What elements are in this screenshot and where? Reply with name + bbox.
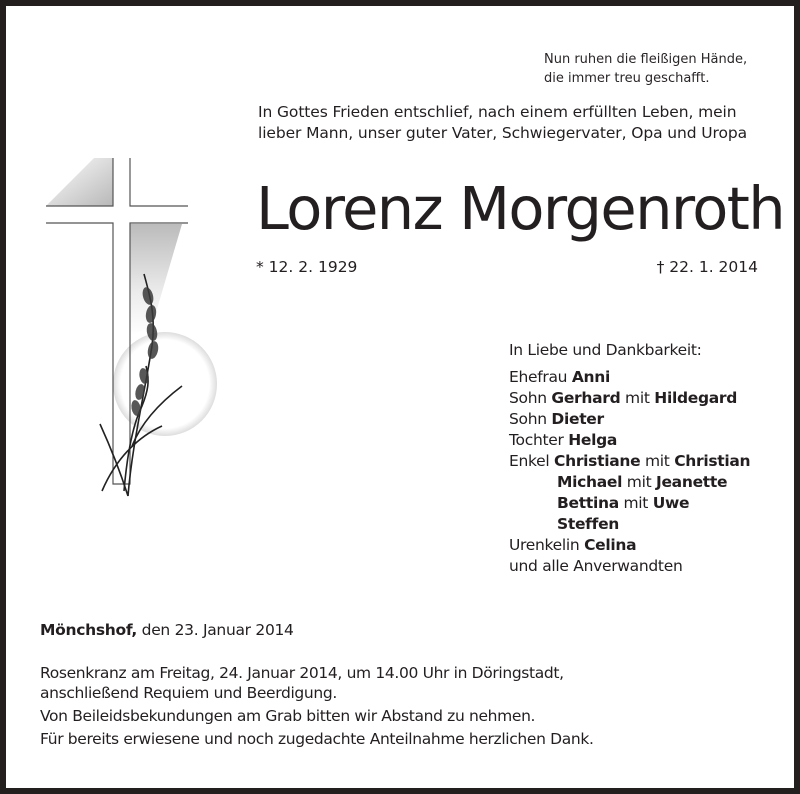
relation: Enkel [509, 452, 555, 470]
note-line: Rosenkranz am Freitag, 24. Januar 2014, um 14.00 Uhr in Döringstadt, [40, 664, 564, 682]
relation: Tochter [509, 431, 569, 449]
relation: Ehefrau [509, 368, 572, 386]
relation: Urenkelin [509, 536, 585, 554]
mourner-name: Michael [557, 473, 623, 491]
connector: mit [618, 494, 653, 512]
relation: Sohn [509, 389, 552, 407]
connector: mit [640, 452, 675, 470]
mourner-line [509, 535, 750, 556]
mourner-name: Jeanette [656, 473, 728, 491]
mourner-name: Uwe [652, 494, 690, 512]
connector: mit [620, 389, 655, 407]
mourner-line [509, 430, 750, 451]
motto-line: Nun ruhen die fleißigen Hände, [544, 52, 748, 67]
service-notes [40, 662, 594, 751]
note-line: Von Beileidsbekundungen am Grab bitten wir Abstand zu nehmen. [40, 707, 536, 725]
mourner-name: Anni [571, 368, 611, 386]
motto-line: die immer treu geschafft. [544, 71, 710, 86]
mourner-name: Steffen [557, 515, 620, 533]
connector: mit [622, 473, 656, 491]
deceased-name: Lorenz Morgenroth [256, 174, 785, 243]
date: den 23. Januar 2014 [137, 621, 294, 639]
mourner-name: Hildegard [654, 389, 738, 407]
place-date [40, 621, 294, 639]
note-line: anschließend Requiem und Beerdigung. [40, 684, 337, 702]
note-line: Für bereits erwiesene und noch zugedachte Anteilnahme herzlichen Dank. [40, 730, 594, 748]
intro-text [258, 102, 747, 144]
death-date: † 22. 1. 2014 [656, 258, 758, 276]
obituary-notice [6, 6, 794, 788]
place: Mönchshof, [40, 621, 138, 639]
mourner-name: Christiane [554, 452, 641, 470]
birth-date: * 12. 2. 1929 [256, 258, 358, 276]
mourners-heading: In Liebe und Dankbarkeit: [509, 341, 702, 359]
mourner-line [509, 388, 750, 409]
mourner-line [509, 367, 750, 388]
mourner-name: Dieter [551, 410, 604, 428]
mourners-list [509, 340, 750, 577]
mourner-line [509, 409, 750, 430]
mourner-line [509, 451, 750, 472]
cross-with-wheat-icon [32, 146, 232, 506]
relation: Sohn [509, 410, 552, 428]
intro-line: lieber Mann, unser guter Vater, Schwiegervater, Opa und Uropa [258, 124, 748, 142]
intro-line: In Gottes Frieden entschlief, nach einem erfüllten Leben, mein [258, 103, 737, 121]
mourner-line [509, 514, 750, 535]
mourner-name: Christian [674, 452, 751, 470]
mourner-name: Bettina [557, 494, 619, 512]
mourner-name: Helga [568, 431, 618, 449]
mourners-closing: und alle Anverwandten [509, 557, 683, 575]
mourner-name: Gerhard [551, 389, 621, 407]
mourner-name: Celina [584, 536, 637, 554]
mourner-line [509, 493, 750, 514]
motto [544, 50, 747, 88]
mourner-line [509, 472, 750, 493]
